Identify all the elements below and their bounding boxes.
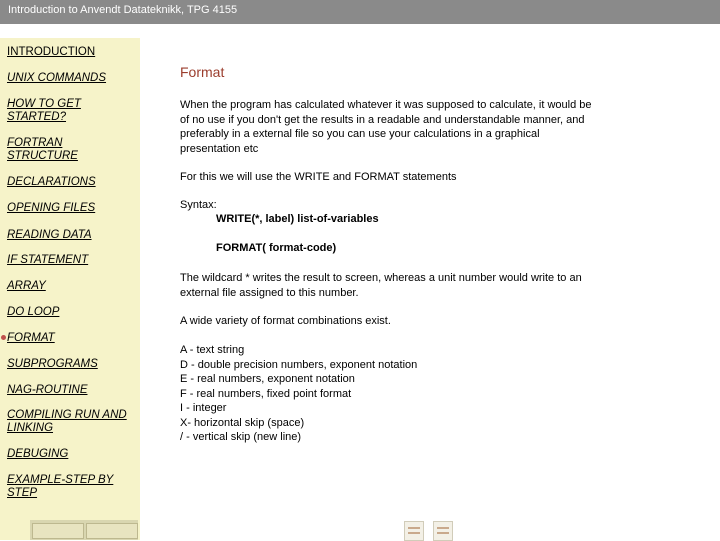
- sidebar-item-reading-data[interactable]: READING DATA: [7, 229, 92, 241]
- syntax-write: WRITE(*, label) list-of-variables: [216, 213, 379, 225]
- title-bar: [0, 0, 720, 24]
- wildcard-paragraph: The wildcard * writes the result to screen, whereas a unit number would write to an external file assigned to this number.: [180, 272, 582, 299]
- sidebar-item-unix-commands[interactable]: UNIX COMMANDS: [7, 72, 107, 84]
- sidebar-item-array[interactable]: ARRAY: [7, 280, 46, 292]
- list-item: E - real numbers, exponent notation: [180, 373, 355, 385]
- sidebar-item-introduction[interactable]: INTRODUCTION: [7, 46, 96, 58]
- sidebar-item-how-to-get-started[interactable]: HOW TO GET STARTED?: [7, 98, 81, 123]
- sidebar-item-subprograms[interactable]: SUBPROGRAMS: [7, 358, 98, 370]
- page-heading: Format: [180, 64, 225, 80]
- sidebar-item-do-loop[interactable]: DO LOOP: [7, 306, 60, 318]
- format-codes-list: [180, 343, 600, 445]
- sidebar-item-nag-routine[interactable]: NAG-ROUTINE: [7, 384, 88, 396]
- list-item: D - double precision numbers, exponent notation: [180, 358, 418, 371]
- syntax-label: Syntax:: [180, 199, 217, 211]
- sidebar-item-example-step-by-step[interactable]: EXAMPLE-STEP BY STEP: [7, 474, 114, 499]
- list-item: A - text string: [180, 344, 245, 356]
- current-page-bullet-icon: [1, 335, 6, 340]
- list-item: I - integer: [180, 402, 227, 414]
- list-item: / - vertical skip (new line): [180, 431, 302, 443]
- page-title: Introduction to Anvendt Datateknikk, TPG 4155: [8, 4, 238, 16]
- use-statement: For this we will use the WRITE and FORMAT statements: [180, 171, 457, 183]
- logo-image: [86, 523, 138, 539]
- previous-slide-button[interactable]: [404, 521, 424, 541]
- footer-logos: [30, 520, 138, 540]
- sidebar-item-opening-files[interactable]: OPENING FILES: [7, 202, 96, 214]
- sidebar-item-debuging[interactable]: DEBUGING: [7, 448, 69, 460]
- sidebar-item-if-statement[interactable]: IF STATEMENT: [7, 254, 89, 266]
- sidebar-item-compiling-run-and-linking[interactable]: COMPILING RUN AND LINKING: [7, 409, 127, 434]
- list-item: F - real numbers, fixed point format: [180, 387, 352, 400]
- sidebar-item-format[interactable]: FORMAT: [7, 332, 55, 344]
- intro-paragraph: When the program has calculated whatever it was supposed to calculate, it would be of no use if you don't get the results in a readable and understandable manner, and preferably in a external file so you can use your calculations in a graphical presentation etc: [180, 99, 592, 155]
- sidebar-item-declarations[interactable]: DECLARATIONS: [7, 176, 96, 188]
- syntax-format: FORMAT( format-code): [216, 242, 337, 254]
- logo-image: [32, 523, 84, 539]
- sidebar: [0, 38, 140, 540]
- variety-paragraph: A wide variety of format combinations exist.: [180, 315, 391, 327]
- next-slide-button[interactable]: [433, 521, 453, 541]
- sidebar-item-fortran-structure[interactable]: FORTRAN STRUCTURE: [7, 137, 78, 162]
- list-item: X- horizontal skip (space): [180, 416, 305, 429]
